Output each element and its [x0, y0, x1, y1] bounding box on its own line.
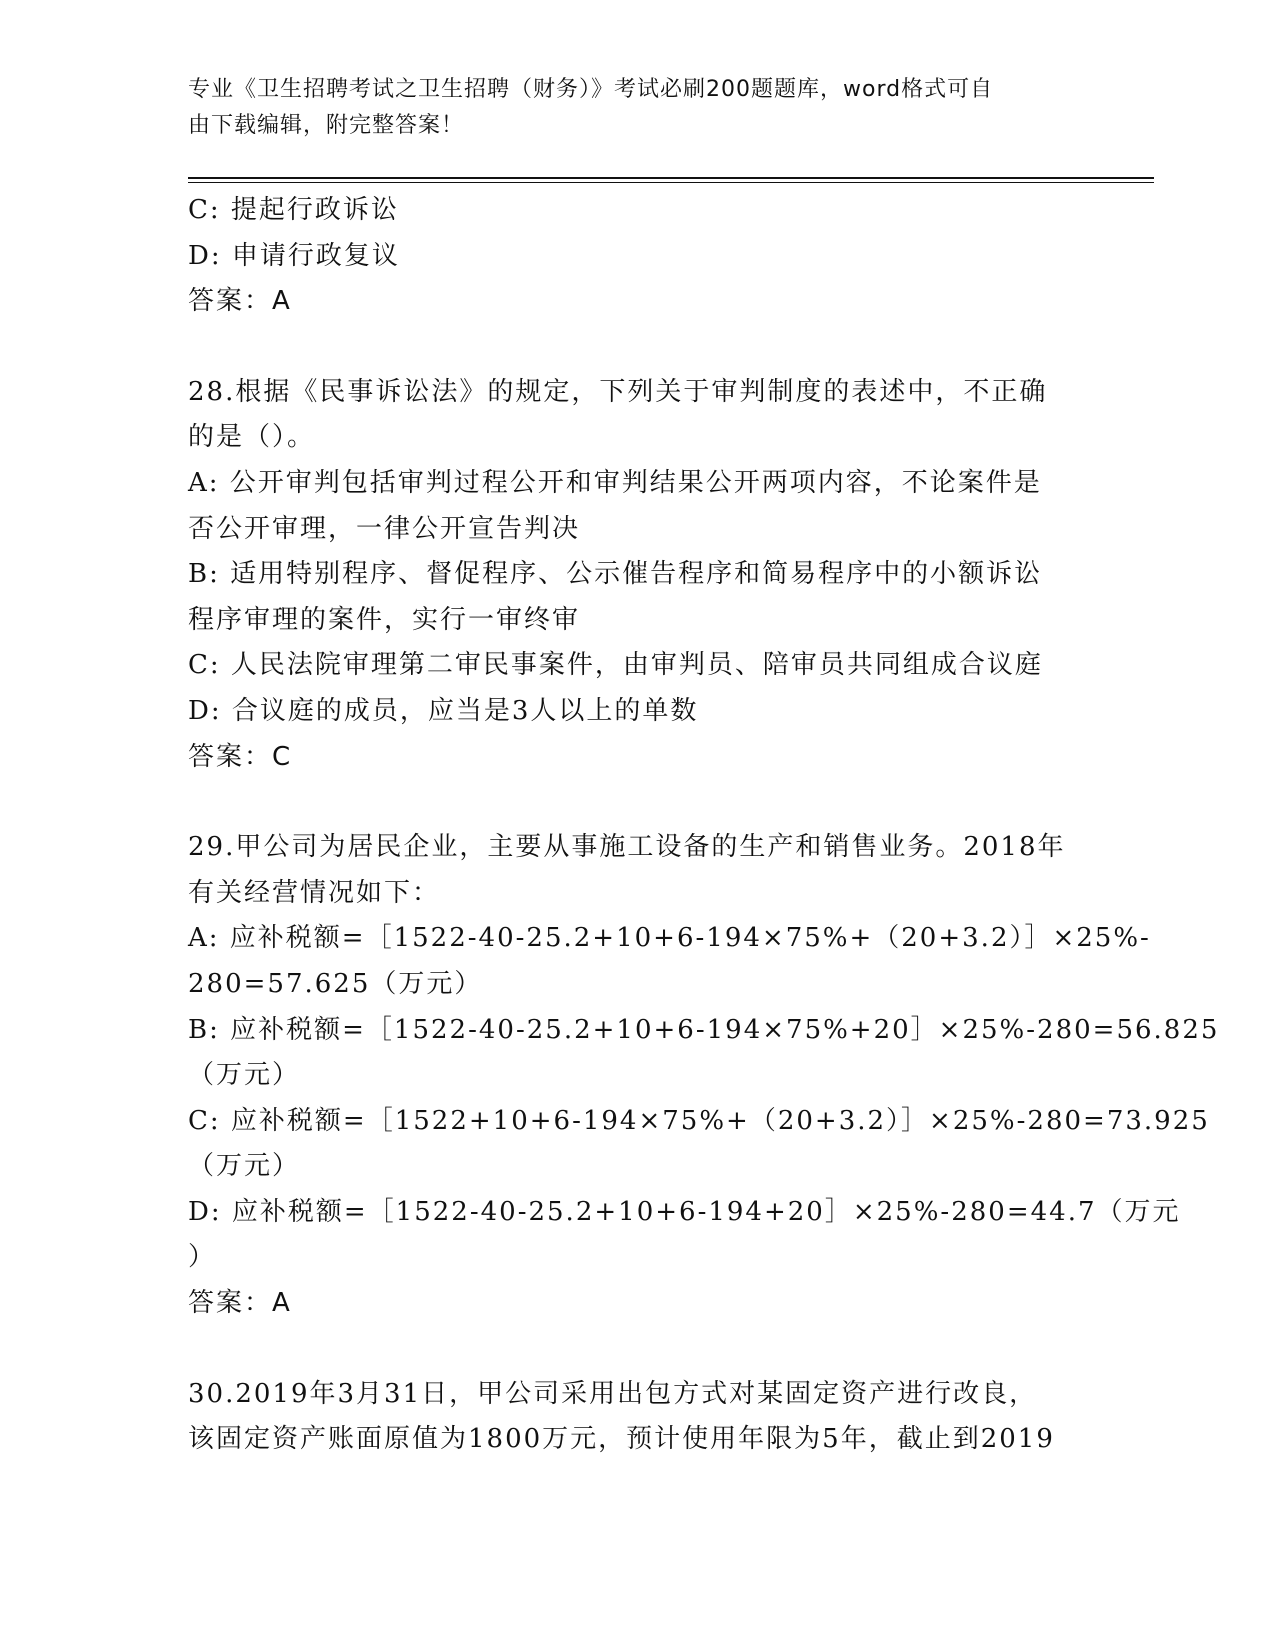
q28-stem-line-2: 的是（）。	[188, 422, 316, 453]
q29-stem-line-1: 29.甲公司为居民企业，主要从事施工设备的生产和销售业务。2018年	[188, 832, 1066, 863]
q29-option-a-line-1: A: 应补税额=［1522-40-25.2+10+6-194×75%+（20+3.2）］×25%-	[188, 923, 1151, 954]
q29-option-b-line-1: B: 应补税额=［1522-40-25.2+10+6-194×75%+20］×25%-280=56.825	[188, 1014, 1220, 1045]
question-28	[188, 370, 1088, 780]
q27-option-d: D: 申请行政复议	[188, 240, 400, 271]
spacer	[188, 780, 1088, 825]
q29-option-c-line-1: C: 应补税额=［1522+10+6-194×75%+（20+3.2）］×25%-280=73.925	[188, 1105, 1210, 1136]
header-rule-thin	[188, 182, 1154, 183]
q29-option-c-line-2: （万元）	[188, 1151, 301, 1182]
question-30	[188, 1372, 1088, 1463]
q28-option-c: C: 人民法院审理第二审民事案件，由审判员、陪审员共同组成合议庭	[188, 650, 1043, 681]
document-header	[188, 72, 1068, 144]
q27-option-c: C: 提起行政诉讼	[188, 195, 399, 225]
q28-option-d: D: 合议庭的成员，应当是3人以上的单数	[188, 695, 699, 726]
q28-option-a-line-1: A: 公开审判包括审判过程公开和审判结果公开两项内容，不论案件是	[188, 467, 1042, 498]
q28-option-b-line-1: B: 适用特别程序、督促程序、公示催告程序和简易程序中的小额诉讼	[188, 559, 1043, 590]
header-rule-thick	[188, 177, 1154, 179]
q29-option-d-line-1: D: 应补税额=［1522-40-25.2+10+6-194+20］×25%-280=44.7（万元	[188, 1196, 1181, 1227]
header-line-2: 由下载编辑，附完整答案！	[188, 113, 465, 138]
question-27	[188, 188, 1088, 325]
q28-stem-line-1: 28.根据《民事诉讼法》的规定，下列关于审判制度的表述中，不正确	[188, 376, 1048, 407]
q29-option-a-line-2: 280=57.625（万元）	[188, 968, 483, 999]
q29-option-d-line-2: ）	[188, 1242, 217, 1273]
document-body	[188, 188, 1220, 1463]
spacer	[188, 325, 1088, 370]
q30-stem-line-2: 该固定资产账面原值为1800万元，预计使用年限为5年，截止到2019	[188, 1424, 1055, 1455]
header-line-1: 专业《卫生招聘考试之卫生招聘（财务）》考试必刷200题题库，word格式可自	[188, 77, 994, 102]
q27-answer: 答案：A	[188, 286, 292, 317]
q29-stem-line-2: 有关经营情况如下：	[188, 877, 441, 908]
question-29	[188, 825, 1220, 1327]
spacer	[188, 1327, 1088, 1372]
q29-answer: 答案：A	[188, 1288, 292, 1319]
q28-option-a-line-2: 否公开审理，一律公开宣告判决	[188, 513, 581, 544]
q30-stem-line-1: 30.2019年3月31日，甲公司采用出包方式对某固定资产进行改良，	[188, 1378, 1038, 1409]
q28-option-b-line-2: 程序审理的案件，实行一审终审	[188, 604, 581, 635]
q29-option-b-line-2: （万元）	[188, 1060, 301, 1091]
q28-answer: 答案：C	[188, 741, 293, 772]
